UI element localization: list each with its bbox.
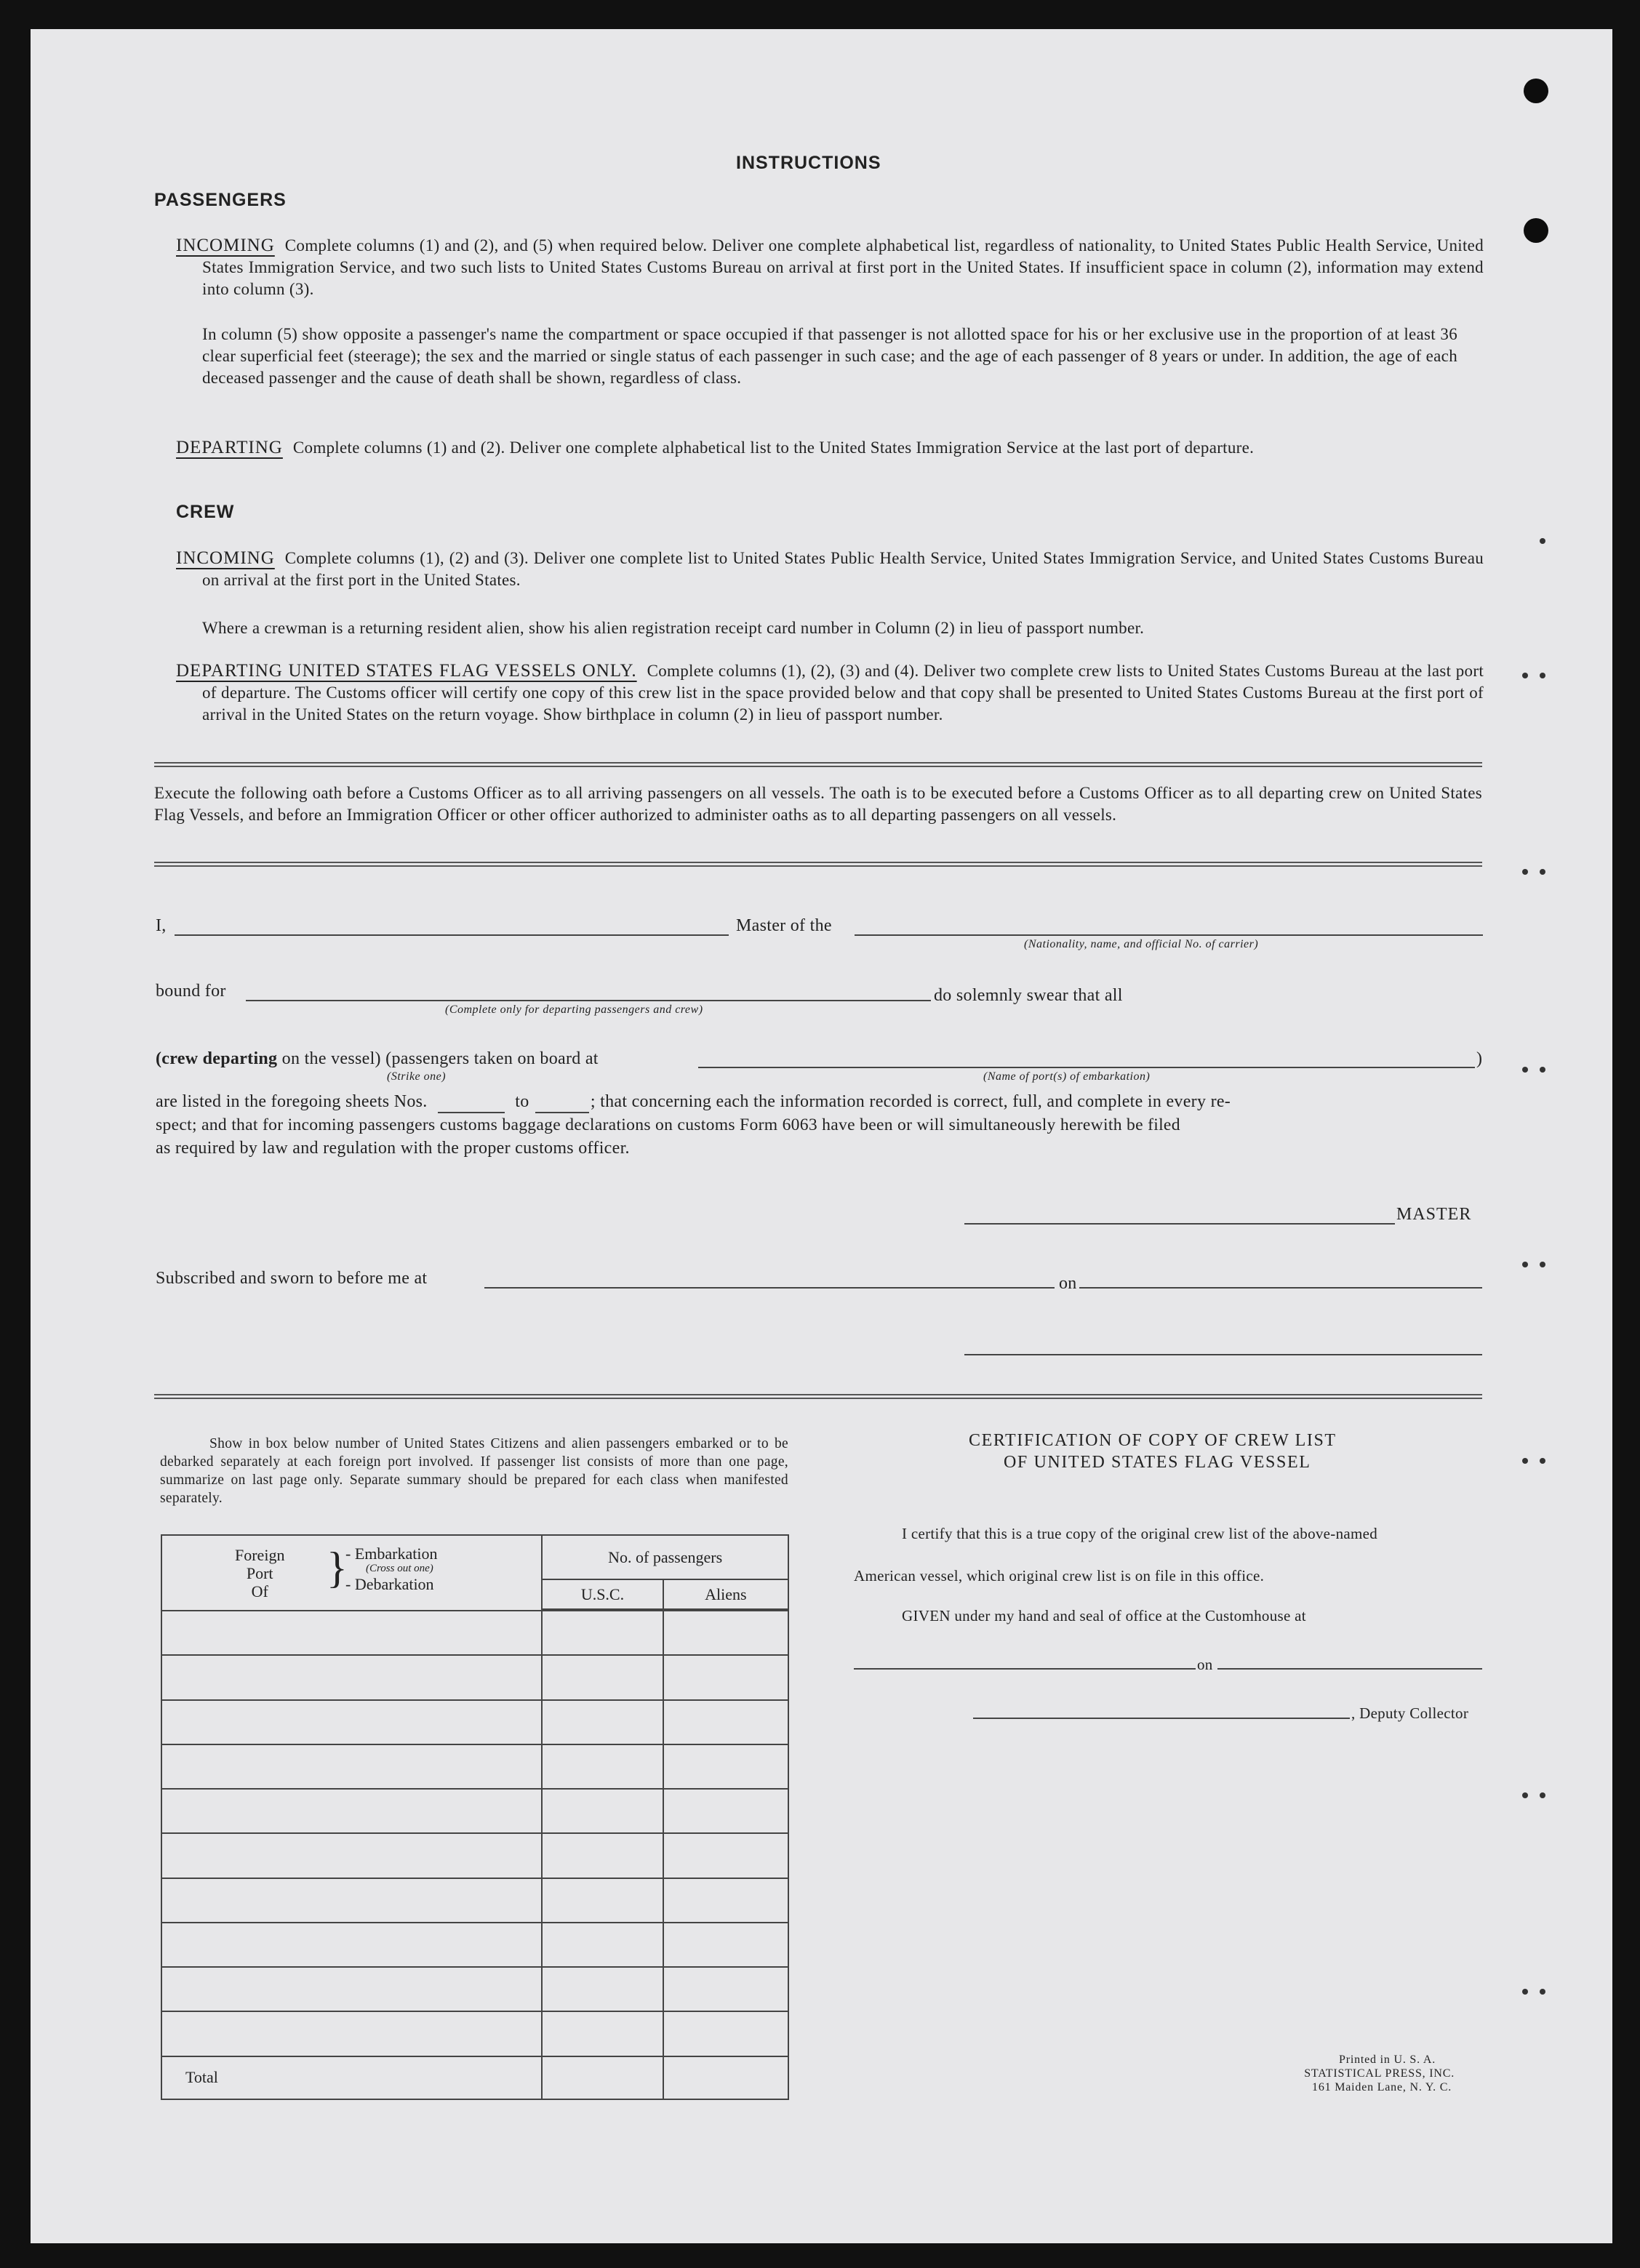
close-paren: ) [1476,1049,1483,1068]
master-of-the-label: Master of the [736,916,832,935]
usc-cell[interactable] [542,1789,663,1833]
table-row [161,1833,788,1878]
scan-speck [1540,538,1545,544]
passengers-incoming-label: INCOMING [176,236,275,255]
bound-for-label: bound for [156,982,226,1001]
table-row [161,1655,788,1699]
scan-speck [1540,673,1545,678]
total-label: Total [161,2056,542,2099]
on-the-vessel-text: on the vessel) [281,1049,381,1068]
port-cell[interactable] [161,1655,542,1699]
printer-imprint [1236,2053,1455,2094]
printer-line-3: 161 Maiden Lane, N. Y. C. [1312,2081,1452,2093]
passenger-summary-table [161,1534,789,2100]
given-line: GIVEN under my hand and seal of office at the Customhouse at [902,1607,1306,1624]
certification-title-1: CERTIFICATION OF COPY OF CREW LIST [969,1431,1337,1450]
master-name-field[interactable] [175,934,729,936]
divider [154,1394,1482,1399]
listed-end-text: ; that concerning each the information recorded is correct, full, and complete in every re- [590,1092,1231,1111]
port-cell[interactable] [161,2011,542,2056]
of-label: Of [251,1582,268,1600]
passengers-taken-option[interactable]: (passengers taken on board at [385,1049,599,1068]
port-cell[interactable] [161,1967,542,2011]
sworn-place-field[interactable] [484,1287,1055,1289]
debarkation-option[interactable]: - Debarkation [345,1575,434,1593]
crew-heading: CREW [176,502,235,522]
aliens-total-cell[interactable] [663,2056,788,2099]
passengers-departing-instruction [176,437,1484,459]
crew-departing-label: DEPARTING UNITED STATES FLAG VESSELS ONLY. [176,661,637,681]
crew-departing-instruction [176,660,1484,726]
usc-cell[interactable] [542,2011,663,2056]
certify-line-1: I certify that this is a true copy of the original crew list of the above-named [902,1525,1378,1542]
crew-resident-instruction: Where a crewman is a returning resident alien, show his alien registration receipt card number in Column (2) in lieu of passport number. [202,619,1145,637]
usc-cell[interactable] [542,1744,663,1789]
aliens-cell[interactable] [663,1655,788,1699]
customhouse-field[interactable] [854,1668,1196,1670]
crew-departing-text: Complete columns (1), (2), (3) and (4). Deliver two complete crew lists to United States Customs Bureau at the last port of departure. The Customs officer will certify one copy of this crew list in the space provided below and that copy shall be presented to United States Customs Bureau at the first port of arrival in the United States on the return voyage. Show birthplace in column (2) in lieu of passport number. [202,662,1484,724]
scan-speck [1522,869,1528,875]
punch-hole [1524,218,1548,243]
passengers-incoming-text: Complete columns (1) and (2), and (5) when required below. Deliver one complete alphabetical list, regardless of nationality, to United States Public Health Service, United States Immigration Service, and two such lists to United States Customs Bureau on arrival at first port in the United States. If insufficient space in column (2), information may extend into column (3). [202,236,1484,298]
scan-speck [1522,1792,1528,1798]
usc-cell[interactable] [542,1833,663,1878]
to-text: to [515,1092,529,1111]
port-cell[interactable] [161,1611,542,1655]
usc-cell[interactable] [542,1611,663,1655]
passengers-incoming-instruction [176,235,1484,300]
table-row [161,1744,788,1789]
bound-for-field[interactable] [246,1000,931,1001]
table-row [161,2011,788,2056]
no-passengers-header: No. of passengers [542,1535,788,1579]
cross-out-caption: (Cross out one) [366,1563,433,1574]
divider [154,862,1482,867]
table-row [161,1923,788,1967]
swear-text: do solemnly swear that all [934,986,1123,1005]
subscribed-label: Subscribed and sworn to before me at [156,1269,428,1288]
scan-speck [1522,1989,1528,1995]
listed-line-2: spect; and that for incoming passengers customs baggage declarations on customs Form 6063 have been or will simultaneously herewith be filed [156,1115,1180,1134]
printer-line-1: Printed in U. S. A. [1339,2053,1436,2066]
brace-icon: } [327,1544,348,1592]
strike-choice [156,1049,599,1069]
carrier-field[interactable] [855,934,1483,936]
scan-speck [1540,869,1545,875]
scan-speck [1540,1792,1545,1798]
table-row [161,1878,788,1923]
listed-line-3: as required by law and regulation with the proper customs officer. [156,1139,630,1158]
table-row [161,1611,788,1655]
aliens-cell[interactable] [663,1833,788,1878]
usc-header: U.S.C. [542,1579,663,1609]
usc-cell[interactable] [542,1878,663,1923]
printer-line-2: STATISTICAL PRESS, INC. [1304,2067,1455,2080]
punch-hole [1524,79,1548,103]
summary-instruction: Show in box below number of United States Citizens and alien passengers embarked or to be debarked separately at each foreign port involved. If passenger list consists of more than one page, summarize on last page only. Separate summary should be prepared for each class when manifested separately. [160,1436,788,1506]
scan-speck [1522,1262,1528,1267]
port-cell[interactable] [161,1789,542,1833]
carrier-caption: (Nationality, name, and official No. of carrier) [1024,938,1259,950]
instructions-heading: INSTRUCTIONS [736,153,881,173]
port-cell[interactable] [161,1744,542,1789]
usc-cell[interactable] [542,1923,663,1967]
passengers-heading: PASSENGERS [154,190,287,210]
usc-total-cell[interactable] [542,2056,663,2099]
passengers-departing-label: DEPARTING [176,438,283,457]
embarkation-option[interactable]: - Embarkation [345,1544,438,1563]
table-row [161,1967,788,2011]
crew-departing-option[interactable]: (crew departing [156,1049,278,1068]
certification-title-2: OF UNITED STATES FLAG VESSEL [1004,1453,1311,1472]
listed-sheets-line [156,1092,1231,1113]
aliens-cell[interactable] [663,1923,788,1967]
scan-speck [1540,1458,1545,1464]
sheet-from-field[interactable] [438,1092,505,1113]
master-signature-field[interactable] [964,1223,1395,1225]
strike-one-caption: (Strike one) [387,1070,447,1083]
usc-cell[interactable] [542,1967,663,2011]
certify-line-2: American vessel, which original crew list is on file in this office. [854,1567,1265,1584]
port-cell[interactable] [161,1923,542,1967]
embarkation-port-field[interactable] [698,1067,1475,1068]
table-row [161,1700,788,1744]
bound-caption: (Complete only for departing passengers and crew) [445,1003,703,1016]
deputy-collector-label: , Deputy Collector [1351,1704,1469,1722]
passengers-departing-text: Complete columns (1) and (2). Deliver one complete alphabetical list to the United States Immigration Service at the last port of departure. [292,438,1255,457]
scan-speck [1540,1262,1545,1267]
scan-speck [1522,673,1528,678]
port-cell[interactable] [161,1878,542,1923]
aliens-cell[interactable] [663,1700,788,1744]
aliens-cell[interactable] [663,1789,788,1833]
scan-speck [1522,1067,1528,1073]
port-label: Port [246,1564,273,1582]
officer-signature-field[interactable] [964,1354,1482,1355]
scan-speck [1540,1067,1545,1073]
crew-incoming-text: Complete columns (1), (2) and (3). Deliver one complete list to United States Public Health Service, United States Immigration Service, and United States Customs Bureau on arrival at the first port in the United States. [202,549,1484,589]
sworn-date-field[interactable] [1079,1287,1482,1289]
passengers-column5-instruction: In column (5) show opposite a passenger's name the compartment or space occupied if that passenger is not allotted space for his or her exclusive use in the proportion of at least 36 clear superficial feet (steerage); the sex and the married or single status of each passenger in such case; and the age of each passenger of 8 years or under. In addition, the age of each deceased passenger and the cause of death shall be shown, regardless of class. [202,325,1457,387]
foreign-label: Foreign [235,1546,285,1564]
crew-incoming-instruction [176,548,1484,591]
deputy-signature-field[interactable] [973,1718,1350,1719]
certification-date-field[interactable] [1217,1668,1482,1670]
aliens-header: Aliens [663,1579,788,1609]
usc-cell[interactable] [542,1655,663,1699]
sheet-to-field[interactable] [535,1092,589,1113]
usc-cell[interactable] [542,1700,663,1744]
aliens-cell[interactable] [663,1878,788,1923]
oath-i-label: I, [156,916,167,935]
port-header-cell [161,1535,542,1609]
aliens-cell[interactable] [663,1744,788,1789]
certification-on-label: on [1197,1656,1213,1673]
port-caption: (Name of port(s) of embarkation) [983,1070,1151,1083]
aliens-cell[interactable] [663,1611,788,1655]
aliens-cell[interactable] [663,2011,788,2056]
port-cell[interactable] [161,1700,542,1744]
total-row [161,2056,788,2099]
table-row [161,1789,788,1833]
aliens-cell[interactable] [663,1967,788,2011]
master-signature-label: MASTER [1396,1205,1472,1224]
scan-speck [1540,1989,1545,1995]
divider [154,762,1482,767]
crew-incoming-label: INCOMING [176,548,275,568]
oath-instruction: Execute the following oath before a Customs Officer as to all arriving passengers on all vessels. The oath is to be executed before a Customs Officer as to all departing crew on United States Flag Vessels, and before an Immigration Officer or other officer authorized to administer oaths as to all departing passengers on all vessels. [154,784,1482,824]
listed-start-text: are listed in the foregoing sheets Nos. [156,1092,428,1111]
sworn-on-label: on [1059,1274,1077,1293]
port-cell[interactable] [161,1833,542,1878]
scan-speck [1522,1458,1528,1464]
